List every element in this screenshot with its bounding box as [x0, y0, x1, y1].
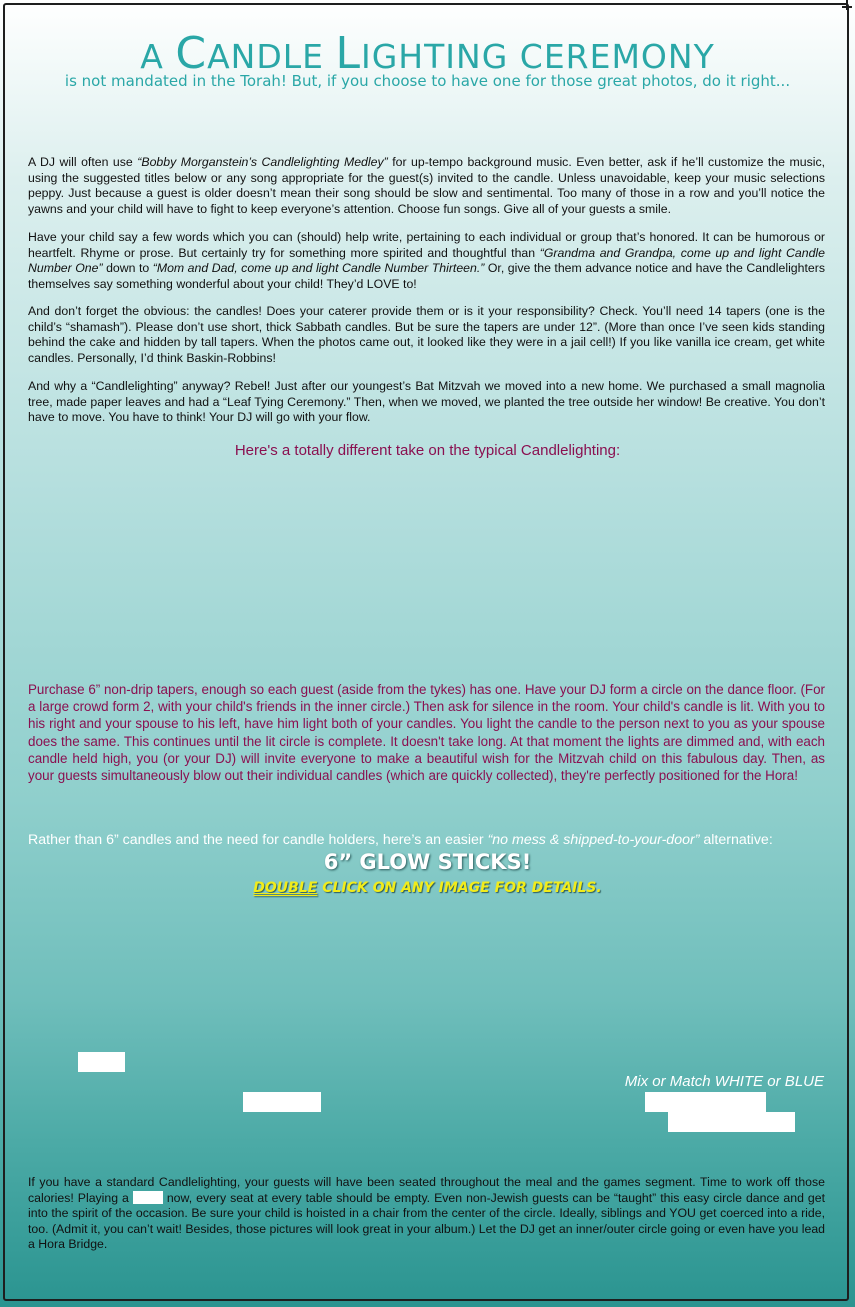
- glow-alternative-text: Rather than 6” candles and the need for candle holders, here’s an easier “no mess & shipped-to-your-door” alternative:: [28, 832, 773, 848]
- paragraph-hora: If you have a standard Candlelighting, your guests will have been seated throughout the meal and the games segment. Time to work off those calories! Playing a now, every seat at every table should be empty. Even non-Jewish guests can be “taught” this easy circle dance and get into the spirit of the occasion. Be sure your child is hoisted in a chair from the center of the circle. Ideally, siblings and YOU get coerced into a ride, too. (Admit it, you can’t wait! Besides, those pictures will look great in your album.) Let the DJ get an inner/outer circle going or even have you lead a Hora Bridge.: [28, 1175, 825, 1252]
- page-title: A CANDLE LIGHTING CEREMONY: [140, 28, 715, 79]
- product-link-box[interactable]: [668, 1112, 795, 1132]
- hora-link[interactable]: [133, 1191, 163, 1204]
- paragraph-music: A DJ will often use “Bobby Morganstein’s Candlelighting Medley” for up-tempo background music. Even better, ask if he’ll customize the music, using the suggested titles below or any song appropriate for the guest(s) invited to the candle. Unless unavoidable, keep your music selections peppy. Just because a guest is older doesn’t mean their song should be slow and sentimental. Too many of those in a row and you’ll notice the yawns and your child will have to fight to keep everyone’s attention. Choose fun songs. Give all of your guests a smile.: [28, 155, 826, 216]
- paragraph-rebel: And why a “Candlelighting” anyway? Rebel! Just after our youngest’s Bat Mitzvah we moved into a new home. We purchased a small magnolia tree, made paper leaves and had a “Leaf Tying Ceremony.” Then, when we moved, we planted the tree outside her window! Be creative. You don’t have to move. You have to think! Your DJ will go with your flow.: [28, 379, 825, 425]
- mix-match-caption: Mix or Match WHITE or BLUE: [624, 1073, 824, 1090]
- page-subtitle: is not mandated in the Torah! But, if you choose to have one for those great photos, do it right...: [64, 72, 791, 90]
- paragraph-candles: And don’t forget the obvious: the candles! Does your caterer provide them or is it your responsibility? Check. You’ll need 14 tapers (one is the child’s “shamash”). Please don’t use short, thick Sabbath candles. But be sure the tapers are under 12”. (More than once I’ve seen kids standing behind the cake and hidden by tall tapers. When the photos came out, it looked like they were in a jail cell!) If you like vanilla ice cream, get white candles. Personally, I’d think Baskin-Robbins!: [28, 304, 825, 365]
- paragraph-candle-circle: Purchase 6” non-drip tapers, enough so each guest (aside from the tykes) has one. Have your DJ form a circle on the dance floor. (For a large crowd form 2, with your child's friends in the inner circle.) Then ask for silence in the room. Your child's candle is lit. With you to his right and your spouse to his left, have him light both of your candles. You light the candle to the person next to you as your spouse does the same. This continues until the lit circle is complete. It doesn't take long. At that moment the lights are dimmed and, with each candle held high, you (or your DJ) will invite everyone to make a beautiful wish for the Mitzvah child on this fabulous day. Then, as your guests simultaneously blow out their individual candles (which are quickly collected), they're perfectly positioned for the Hora!: [28, 682, 825, 784]
- different-take-heading: Here's a totally different take on the typical Candlelighting:: [234, 442, 621, 459]
- paragraph-speech: Have your child say a few words which you can (should) help write, pertaining to each individual or group that’s honored. It can be humorous or heartfelt. Rhyme or prose. But certainly try for something more spirited and thoughtful than “Grandma and Grandpa, come up and light Candle Number One” down to “Mom and Dad, come up and light Candle Number Thirteen.” Or, give the them advance notice and have the Candlelighters themselves say something wonderful about your child! They’d LOVE to!: [28, 230, 825, 291]
- frame-tick: [842, 6, 852, 8]
- glow-sticks-heading: 6” GLOW STICKS!: [323, 850, 532, 874]
- double-click-instruction: DOUBLE CLICK ON ANY IMAGE FOR DETAILS.: [253, 880, 602, 896]
- product-link-box[interactable]: [78, 1052, 125, 1072]
- product-link-box[interactable]: [243, 1092, 321, 1112]
- frame-tick: [846, 0, 848, 10]
- product-link-box[interactable]: [645, 1092, 766, 1112]
